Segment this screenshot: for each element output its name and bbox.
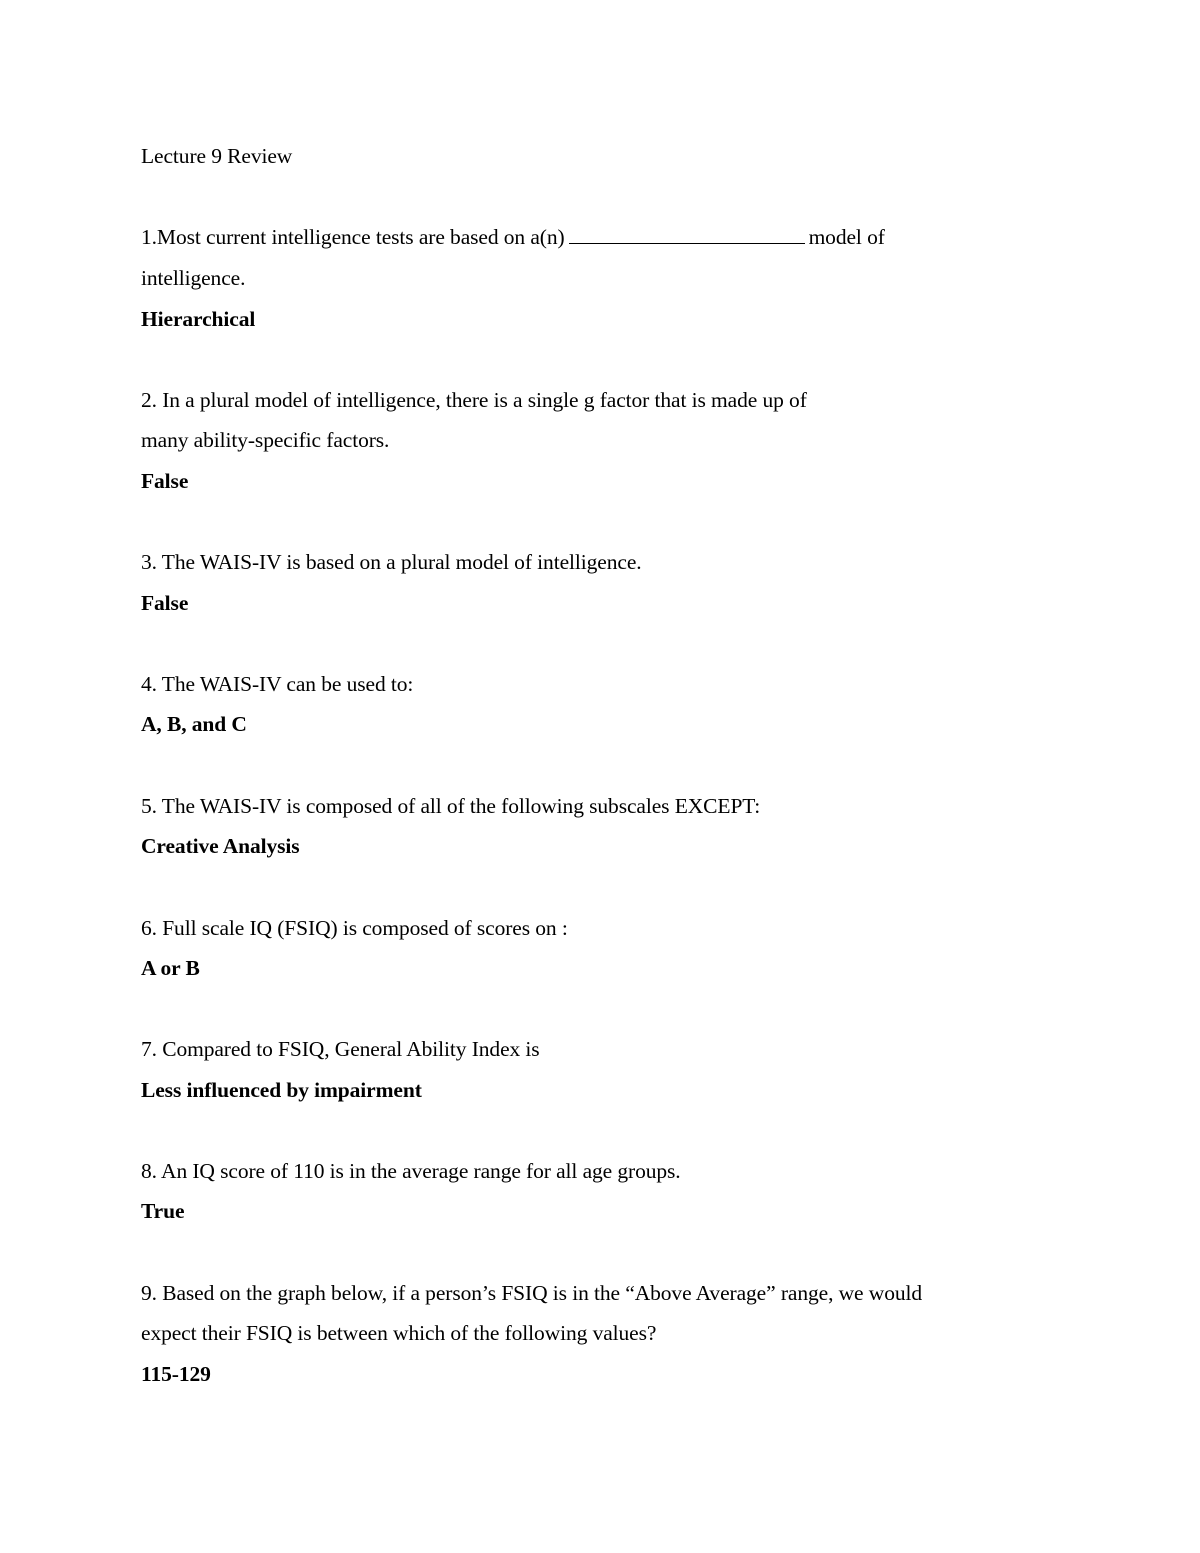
question-5-line-1: 5. The WAIS-IV is composed of all of the following subscales EXCEPT: <box>141 794 761 818</box>
fill-in-blank <box>569 223 805 244</box>
answer-7: Less influenced by impairment <box>141 1078 422 1102</box>
answer-9: 115-129 <box>141 1362 211 1386</box>
question-1-text-part-1: 1.Most current intelligence tests are based on a(n) <box>141 225 565 249</box>
question-7-line-1: 7. Compared to FSIQ, General Ability Index is <box>141 1037 540 1061</box>
question-8-line-1: 8. An IQ score of 110 is in the average range for all age groups. <box>141 1159 681 1183</box>
answer-5: Creative Analysis <box>141 834 300 858</box>
answer-3: False <box>141 591 189 615</box>
question-4-line-1: 4. The WAIS-IV can be used to: <box>141 672 414 696</box>
question-2-line-2: many ability-specific factors. <box>141 428 390 452</box>
document-title: Lecture 9 Review <box>141 144 293 168</box>
answer-8: True <box>141 1199 185 1223</box>
question-1-line-1 <box>141 223 885 251</box>
question-1-line-2: intelligence. <box>141 266 246 290</box>
question-9-line-2: expect their FSIQ is between which of the following values? <box>141 1321 657 1345</box>
question-6-line-1: 6. Full scale IQ (FSIQ) is composed of scores on : <box>141 916 568 940</box>
question-3-line-1: 3. The WAIS-IV is based on a plural model of intelligence. <box>141 550 642 574</box>
answer-6: A or B <box>141 956 200 980</box>
answer-2: False <box>141 469 189 493</box>
question-9-line-1: 9. Based on the graph below, if a person’s FSIQ is in the “Above Average” range, we would <box>141 1281 923 1305</box>
question-1-text-part-2: model of <box>808 225 885 249</box>
question-2-line-1: 2. In a plural model of intelligence, there is a single g factor that is made up of <box>141 388 807 412</box>
answer-1: Hierarchical <box>141 307 256 331</box>
answer-4: A, B, and C <box>141 712 247 736</box>
